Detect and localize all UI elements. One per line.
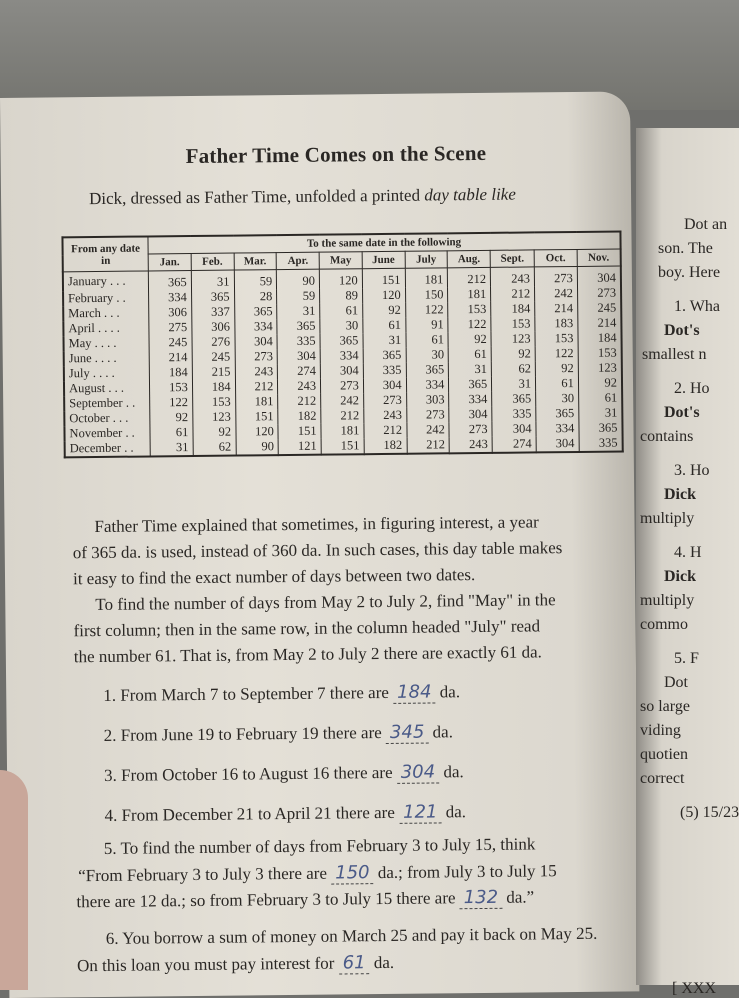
paragraph-line: of 365 da. is used, instead of 360 da. In such cases, this day table makes	[72, 538, 563, 563]
day-count-cell: 243	[490, 267, 534, 287]
day-count-cell: 273	[406, 407, 449, 422]
day-count-cell: 61	[578, 391, 622, 406]
question-text: 4. From December 21 to April 21 there are	[104, 802, 400, 825]
unit: da.	[441, 802, 467, 822]
day-count-cell: 365	[536, 406, 579, 421]
right-page-text: quotien	[640, 746, 688, 763]
thumb	[0, 770, 28, 990]
unit: da.	[439, 762, 464, 782]
month-label: March . . .	[63, 305, 149, 321]
day-count-cell: 181	[321, 423, 364, 438]
day-count-cell: 245	[578, 301, 622, 316]
day-count-cell: 153	[535, 331, 578, 346]
day-count-cell: 273	[321, 378, 364, 393]
right-page-text: Dick	[664, 486, 696, 503]
q5-answer-2[interactable]: 132	[460, 887, 503, 909]
day-count-cell: 304	[577, 266, 621, 286]
paragraph-line: first column; then in the same row, in the column headed "July" read	[73, 616, 541, 641]
day-count-cell: 61	[536, 376, 579, 391]
day-count-cell: 303	[406, 392, 449, 407]
month-label: August . . .	[64, 380, 150, 396]
day-count-cell: 31	[449, 362, 492, 377]
q5-answer-1[interactable]: 150	[331, 862, 374, 884]
day-count-cell: 183	[535, 316, 578, 331]
day-count-cell: 304	[449, 407, 492, 422]
right-page-text: Dot's	[664, 322, 700, 339]
right-page-text: so large	[640, 698, 690, 715]
month-label: April . . . .	[63, 320, 149, 336]
day-count-cell: 365	[148, 271, 191, 291]
day-count-cell: 184	[192, 380, 235, 395]
right-page-text: [ XXX	[672, 980, 716, 997]
month-label: September . .	[64, 395, 150, 411]
day-count-cell: 182	[364, 438, 407, 454]
column-header: Nov.	[577, 249, 621, 266]
column-header: Mar.	[234, 253, 277, 270]
question-5-line3	[76, 886, 534, 912]
handwritten-answer[interactable]: 304	[397, 761, 440, 783]
month-label: October . . .	[64, 410, 150, 426]
day-count-cell: 337	[191, 305, 234, 320]
left-page	[0, 91, 639, 998]
column-header: Feb.	[191, 253, 234, 270]
day-count-cell: 31	[191, 270, 234, 290]
question-1	[103, 681, 460, 706]
day-count-cell: 59	[234, 270, 277, 290]
day-count-cell: 275	[149, 320, 192, 335]
day-count-cell: 90	[277, 269, 320, 289]
day-count-cell: 212	[364, 423, 407, 438]
q6-text: On this loan you must pay interest for	[76, 953, 339, 976]
day-count-cell: 243	[364, 408, 407, 423]
right-page-text: (5) 15/23	[680, 804, 739, 821]
day-count-cell: 90	[236, 439, 279, 455]
day-count-cell: 91	[405, 317, 448, 332]
unit: da.	[428, 722, 453, 742]
column-header: Oct.	[534, 249, 577, 266]
q5-text: da.; from July 3 to July 15	[373, 861, 557, 883]
day-count-cell: 30	[536, 391, 579, 406]
day-count-cell: 365	[363, 348, 406, 363]
day-count-cell: 273	[577, 286, 621, 301]
day-count-cell: 89	[320, 288, 363, 303]
day-count-cell: 92	[362, 303, 405, 318]
right-page-text: correct	[640, 770, 685, 787]
day-count-cell: 123	[193, 410, 236, 425]
day-count-cell: 334	[234, 319, 277, 334]
day-count-cell: 304	[492, 421, 536, 436]
right-page-text: son. The	[658, 240, 713, 257]
day-count-cell: 151	[362, 268, 405, 288]
day-count-cell: 304	[536, 436, 579, 452]
q5-text: “From February 3 to July 3 there are	[78, 863, 332, 886]
column-header: Sept.	[490, 250, 534, 267]
column-header: June	[362, 251, 405, 268]
q6-answer[interactable]: 61	[339, 952, 370, 974]
question-6-line2	[77, 952, 394, 976]
day-count-cell: 365	[320, 333, 363, 348]
day-count-cell: 92	[448, 332, 491, 347]
day-count-cell: 62	[193, 440, 236, 456]
column-header: Aug.	[447, 250, 490, 267]
month-label: May . . . .	[63, 335, 149, 351]
day-count-cell: 31	[363, 333, 406, 348]
day-count-cell: 334	[449, 392, 492, 407]
right-page-text: Dot's	[664, 404, 700, 421]
day-count-cell: 61	[150, 425, 193, 440]
day-count-cell: 121	[278, 439, 321, 455]
day-count-cell: 335	[277, 334, 320, 349]
question-text: 3. From October 16 to August 16 there are	[104, 762, 397, 785]
right-page-text: smallest n	[642, 346, 707, 363]
day-count-cell: 242	[535, 286, 578, 301]
day-count-cell: 92	[150, 410, 193, 425]
day-count-cell: 30	[406, 347, 449, 362]
day-count-cell: 153	[149, 380, 192, 395]
question-3	[104, 761, 464, 786]
right-page-text: viding	[640, 722, 681, 739]
day-count-cell: 243	[449, 437, 492, 453]
day-count-cell: 184	[578, 331, 622, 346]
day-count-cell: 274	[492, 436, 536, 452]
day-count-cell: 123	[491, 331, 535, 346]
day-count-cell: 214	[535, 301, 578, 316]
day-count-cell: 182	[278, 409, 321, 424]
day-count-cell: 92	[193, 425, 236, 440]
day-count-cell: 184	[491, 301, 535, 316]
day-count-cell: 31	[492, 376, 536, 391]
day-count-cell: 212	[235, 379, 278, 394]
day-count-cell: 273	[449, 422, 492, 437]
day-count-cell: 214	[578, 316, 622, 331]
day-count-cell: 122	[150, 395, 193, 410]
question-6-line1: 6. You borrow a sum of money on March 25 and pay it back on May 25.	[105, 923, 598, 948]
day-count-cell: 273	[363, 393, 406, 408]
day-count-cell: 335	[492, 406, 536, 421]
day-count-cell: 28	[234, 289, 277, 304]
right-page-text: 5. F	[674, 650, 699, 667]
day-count-cell: 212	[491, 286, 535, 301]
q5-text: da.”	[501, 887, 535, 907]
handwritten-answer[interactable]: 121	[399, 801, 442, 823]
right-page-text: commo	[640, 616, 688, 633]
day-count-cell: 334	[536, 421, 579, 436]
day-count-cell: 150	[405, 287, 448, 302]
right-page-text: Dot an	[684, 216, 728, 233]
day-count-cell: 306	[149, 305, 192, 320]
day-count-cell: 304	[277, 349, 320, 364]
right-page-text: multiply	[640, 510, 695, 527]
intro-line	[89, 185, 516, 209]
day-count-cell: 120	[362, 288, 405, 303]
row-header: From any date in	[62, 236, 148, 271]
right-page	[636, 128, 739, 997]
day-count-cell: 122	[405, 302, 448, 317]
day-count-cell: 274	[278, 364, 321, 379]
day-count-cell: 365	[406, 362, 449, 377]
day-count-cell: 212	[278, 394, 321, 409]
question-5-line2	[78, 860, 557, 886]
right-page-text: 4. H	[674, 544, 702, 561]
column-header: May	[319, 252, 362, 269]
day-count-cell: 31	[150, 440, 193, 456]
question-4	[104, 801, 466, 826]
day-count-cell: 212	[321, 408, 364, 423]
day-count-cell: 61	[363, 318, 406, 333]
day-count-cell: 92	[491, 346, 535, 361]
question-2	[104, 721, 453, 746]
day-count-cell: 61	[320, 303, 363, 318]
month-label: February . .	[63, 290, 149, 306]
day-count-cell: 242	[407, 422, 450, 437]
day-count-cell: 123	[578, 361, 622, 376]
day-count-cell: 31	[277, 304, 320, 319]
day-count-cell: 276	[192, 335, 235, 350]
day-count-cell: 151	[235, 409, 278, 424]
col-header: To the same date in the following	[148, 232, 621, 254]
column-header: Apr.	[276, 252, 319, 269]
right-page-text: multiply	[640, 592, 695, 609]
q6-text: da.	[369, 952, 395, 973]
month-label: January . . .	[63, 271, 149, 291]
intro-italic: day table like	[424, 184, 516, 205]
day-count-cell: 122	[448, 317, 491, 332]
day-count-cell: 153	[448, 302, 491, 317]
day-count-cell: 245	[192, 350, 235, 365]
day-table	[61, 230, 623, 458]
day-count-cell: 30	[320, 318, 363, 333]
day-count-cell: 365	[449, 377, 492, 392]
day-count-cell: 215	[192, 365, 235, 380]
day-count-cell: 365	[277, 319, 320, 334]
day-count-cell: 304	[235, 334, 278, 349]
day-count-cell: 365	[191, 290, 234, 305]
month-label: July . . . .	[64, 365, 150, 381]
day-count-cell: 61	[448, 347, 491, 362]
day-count-cell: 335	[579, 435, 623, 451]
paragraph-line: it easy to find the exact number of days between two dates.	[72, 565, 476, 589]
right-page-text: Dick	[664, 568, 696, 585]
day-count-cell: 153	[578, 346, 622, 361]
paragraph-line: Father Time explained that sometimes, in figuring interest, a year	[94, 512, 539, 537]
day-count-cell: 212	[407, 437, 450, 453]
day-count-cell: 365	[579, 420, 623, 435]
unit: da.	[435, 682, 461, 702]
day-count-cell: 120	[235, 424, 278, 439]
day-count-cell: 304	[320, 363, 363, 378]
month-label: December . .	[65, 440, 151, 457]
right-page-text: boy. Here	[658, 264, 721, 281]
day-count-cell: 151	[278, 424, 321, 439]
day-count-cell: 92	[578, 376, 622, 391]
day-count-cell: 243	[235, 364, 278, 379]
question-text: 1. From March 7 to September 7 there are	[103, 682, 394, 705]
day-count-cell: 273	[534, 266, 577, 286]
day-count-cell: 365	[234, 304, 277, 319]
day-count-cell: 245	[149, 335, 192, 350]
day-count-cell: 304	[363, 378, 406, 393]
column-header: Jan.	[148, 254, 191, 271]
day-count-cell: 92	[535, 361, 578, 376]
paragraph-line: To find the number of days from May 2 to July 2, find "May" in the	[95, 590, 556, 615]
month-label: June . . . .	[64, 350, 150, 366]
day-count-cell: 120	[319, 269, 362, 289]
day-count-cell: 181	[235, 394, 278, 409]
right-page-text: 3. Ho	[674, 462, 710, 479]
day-count-cell: 62	[491, 361, 535, 376]
day-count-cell: 122	[535, 346, 578, 361]
day-count-cell: 61	[406, 332, 449, 347]
intro-text: Dick, dressed as Father Time, unfolded a printed	[88, 185, 425, 209]
right-page-text: contains	[640, 428, 694, 445]
day-count-cell: 273	[235, 349, 278, 364]
day-count-cell: 153	[491, 316, 535, 331]
day-count-cell: 334	[149, 290, 192, 305]
day-count-cell: 243	[278, 379, 321, 394]
handwritten-answer[interactable]: 345	[386, 722, 429, 744]
day-count-cell: 153	[192, 395, 235, 410]
q5-text: there are 12 da.; so from February 3 to July 15 there are	[76, 888, 460, 912]
column-header: July	[405, 251, 448, 268]
month-label: November . .	[64, 425, 150, 441]
day-count-cell: 335	[363, 363, 406, 378]
day-count-cell: 242	[321, 393, 364, 408]
handwritten-answer[interactable]: 184	[393, 681, 436, 703]
day-count-cell: 365	[492, 391, 536, 406]
paragraph-line: the number 61. That is, from May 2 to July 2 there are exactly 61 da.	[73, 642, 542, 667]
day-count-cell: 31	[579, 406, 623, 421]
day-count-cell: 306	[192, 320, 235, 335]
right-page-text: 2. Ho	[674, 380, 710, 397]
day-count-cell: 212	[448, 267, 491, 287]
day-count-cell: 214	[149, 350, 192, 365]
question-text: 2. From June 19 to February 19 there are	[103, 722, 387, 745]
question-5-line1: 5. To find the number of days from February 3 to July 15, think	[103, 834, 536, 858]
right-page-text: 1. Wha	[674, 298, 720, 315]
day-count-cell: 181	[405, 268, 448, 288]
day-count-cell: 334	[406, 377, 449, 392]
day-count-cell: 184	[149, 365, 192, 380]
day-count-cell: 181	[448, 287, 491, 302]
right-page-text: Dot	[664, 674, 688, 691]
page-title: Father Time Comes on the Scene	[185, 140, 487, 169]
day-count-cell: 59	[277, 289, 320, 304]
day-count-cell: 151	[321, 438, 364, 454]
day-count-cell: 334	[320, 348, 363, 363]
